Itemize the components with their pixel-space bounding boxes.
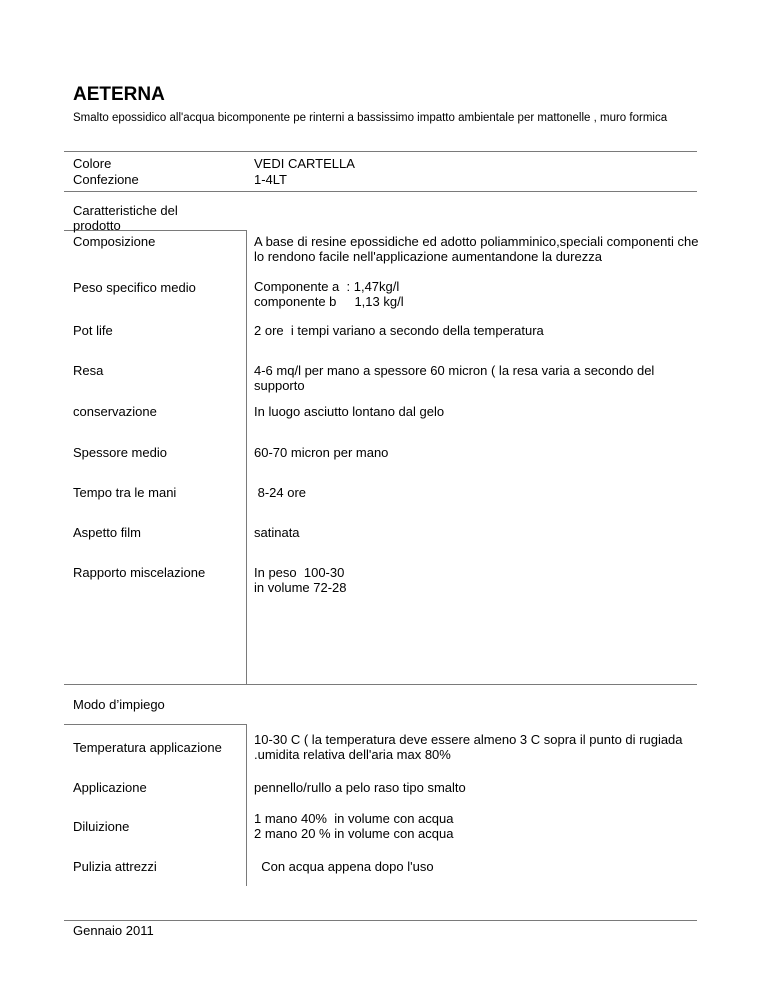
value-peso-b: componente b 1,13 kg/l — [254, 294, 404, 309]
divider — [64, 684, 697, 685]
label-colore: Colore — [73, 156, 112, 171]
divider — [64, 724, 246, 725]
value-diluizione-1: 1 mano 40% in volume con acqua — [254, 811, 454, 826]
label-tempo-mani: Tempo tra le mani — [73, 485, 177, 500]
value-confezione: 1-4LT — [254, 172, 287, 187]
label-applicazione: Applicazione — [73, 780, 147, 795]
value-tempo-mani: 8-24 ore — [254, 485, 307, 500]
value-pot-life: 2 ore i tempi variano a secondo della temperatura — [254, 323, 544, 338]
value-conservazione: In luogo asciutto lontano dal gelo — [254, 404, 445, 419]
divider — [64, 920, 697, 921]
section-product-heading: Caratteristiche del prodotto — [73, 203, 178, 233]
label-pot-life: Pot life — [73, 323, 113, 338]
value-diluizione-2: 2 mano 20 % in volume con acqua — [254, 826, 454, 841]
value-spessore: 60-70 micron per mano — [254, 445, 389, 460]
label-conservazione: conservazione — [73, 404, 157, 419]
divider — [64, 191, 697, 192]
value-pulizia: Con acqua appena dopo l'uso — [254, 859, 434, 874]
value-composizione: A base di resine epossidiche ed adotto poliamminico,speciali componenti che lo rendono facile nell'applicazione aumentandone la durezza — [254, 234, 699, 264]
divider — [64, 151, 697, 152]
document-subtitle: Smalto epossidico all'acqua bicomponente pe rinterni a bassissimo impatto ambientale per mattonelle , muro formica — [73, 112, 668, 124]
section-use-heading: Modo d’impiego — [73, 697, 165, 712]
label-temperatura: Temperatura applicazione — [73, 740, 222, 755]
value-peso-a: Componente a : 1,47kg/l — [254, 279, 400, 294]
label-rapporto: Rapporto miscelazione — [73, 565, 206, 580]
value-rapporto-peso: In peso 100-30 — [254, 565, 345, 580]
value-colore: VEDI CARTELLA — [254, 156, 355, 171]
label-diluizione: Diluizione — [73, 819, 130, 834]
value-rapporto-volume: in volume 72-28 — [254, 580, 347, 595]
label-resa: Resa — [73, 363, 104, 378]
label-composizione: Composizione — [73, 234, 156, 249]
label-spessore: Spessore medio — [73, 445, 167, 460]
column-divider — [246, 230, 247, 685]
value-aspetto-film: satinata — [254, 525, 300, 540]
value-applicazione: pennello/rullo a pelo raso tipo smalto — [254, 780, 466, 795]
column-divider — [246, 724, 247, 886]
label-pulizia: Pulizia attrezzi — [73, 859, 157, 874]
label-confezione: Confezione — [73, 172, 139, 187]
value-resa: 4-6 mq/l per mano a spessore 60 micron ( la resa varia a secondo del supporto — [254, 363, 655, 393]
footer-date: Gennaio 2011 — [73, 923, 154, 938]
label-aspetto-film: Aspetto film — [73, 525, 141, 540]
document-title: AETERNA — [73, 84, 165, 105]
label-peso: Peso specifico medio — [73, 280, 196, 295]
value-temperatura: 10-30 C ( la temperatura deve essere almeno 3 C sopra il punto di rugiada .umidita relativa dell'aria max 80% — [254, 732, 683, 762]
